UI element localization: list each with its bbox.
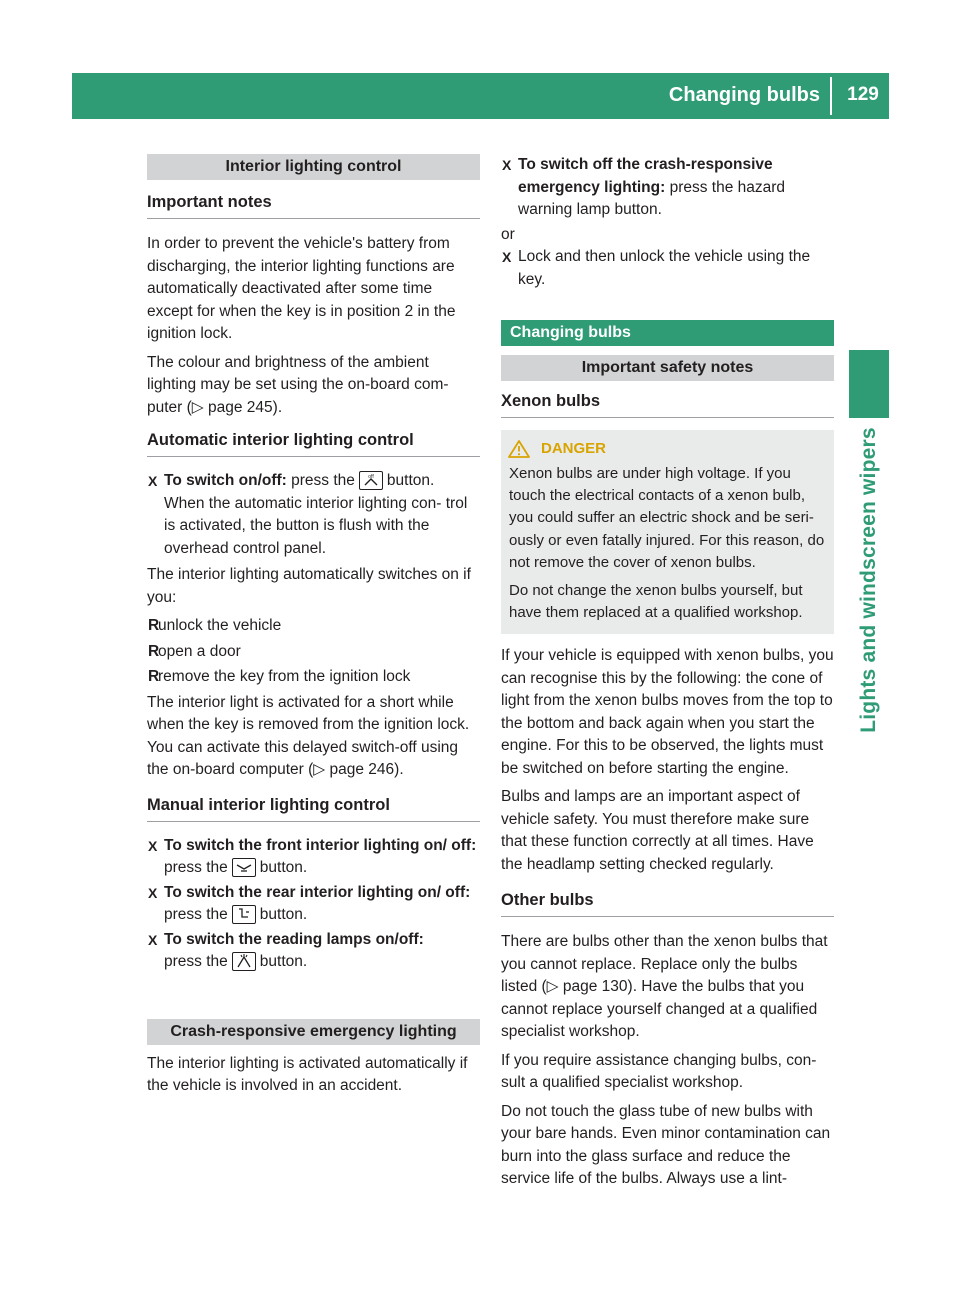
bullet-marker: R — [148, 617, 160, 634]
bullet-marker: R — [148, 668, 160, 685]
step-crash-off — [501, 154, 834, 222]
paragraph-battery: In order to prevent the vehicle's battery from discharging, the interior lighting functions are automatically deactivated after some time except for when the key is in position 2 in the ignition lock. — [147, 235, 456, 342]
step-text: press the hazard warning lamp button. — [518, 178, 786, 218]
step-label: To switch the rear interior lighting on/ off: — [164, 883, 471, 901]
subheading-xenon-bulbs: Xenon bulbs — [501, 390, 834, 418]
danger-notice — [501, 430, 834, 634]
subheading-manual-control: Manual interior lighting control — [147, 794, 480, 822]
step-label: To switch off the crash-responsive emergency lighting: — [518, 156, 773, 196]
section-heading-changing-bulbs: Changing bulbs — [501, 320, 834, 346]
step-text: button. — [259, 953, 308, 970]
step-marker: X — [502, 249, 512, 265]
list-item-text: open a door — [158, 642, 241, 660]
paragraph-other-bulbs: There are bulbs other than the xenon bulbs that you cannot replace. Replace only the bulbs listed (▷ page 130). Have the bulbs that you cannot replace yourself changed at a qualified specialist workshop. — [501, 933, 828, 1041]
step-label: To switch on/off: — [164, 472, 287, 489]
step-marker: X — [148, 931, 158, 948]
list-item-text: unlock the vehicle — [158, 617, 282, 634]
svg-text:off: off — [368, 474, 374, 480]
section-heading-safety-notes: Important safety notes — [501, 355, 834, 381]
list-item — [147, 666, 480, 689]
warning-triangle-icon — [507, 439, 531, 459]
list-item — [147, 641, 480, 664]
header-divider — [830, 77, 832, 115]
subheading-automatic-control: Automatic interior lighting control — [147, 429, 480, 457]
bullet-marker: R — [148, 642, 160, 660]
step-text: Lock and then unlock the vehicle using the key. — [518, 248, 811, 288]
step-label: To switch the front interior lighting on/ off: — [164, 836, 477, 854]
page-header — [72, 73, 889, 119]
step-text: press the — [164, 906, 228, 923]
left-column — [147, 154, 480, 1098]
step-marker: X — [148, 837, 158, 854]
or-separator: or — [501, 225, 515, 243]
list-item — [147, 615, 480, 638]
subheading-important-notes: Important notes — [147, 191, 480, 219]
page-number: 129 — [847, 84, 879, 105]
step-rear-light — [147, 882, 480, 927]
step-auto-switch — [147, 470, 480, 560]
step-text: button. — [259, 859, 308, 876]
step-reading-lamps — [147, 929, 480, 974]
paragraph-crash-lighting: The interior lighting is activated automatically if the vehicle is involved in an accident. — [147, 1054, 468, 1094]
paragraph-glass-tube: Do not touch the glass tube of new bulbs with your bare hands. Even minor contamination can burn into the glass surface and reduce the service life of the bulbs. Always use a lint- — [501, 1102, 831, 1188]
paragraph-bulb-safety: Bulbs and lamps are an important aspect of vehicle safety. You must therefore make sure that these function correctly at all times. Have the headlamp setting checked regularly. — [501, 788, 814, 873]
step-text: button. — [386, 472, 435, 489]
step-label: To switch the reading lamps on/off: — [164, 930, 424, 948]
paragraph-delayed-switch-off: The interior light is activated for a short while when the key is removed from the ignition lock. You can activate this delayed switch-off using the on-board computer (▷ page 246). — [147, 693, 470, 778]
paragraph-auto-switches: The interior lighting automatically switches on if you: — [147, 566, 471, 606]
danger-title — [507, 439, 826, 459]
step-marker: X — [148, 884, 158, 901]
rear-interior-light-icon — [232, 905, 256, 924]
step-marker: X — [148, 473, 158, 489]
danger-paragraph: Do not change the xenon bulbs yourself, but have them replaced at a qualified workshop. — [509, 582, 803, 622]
step-text: press the — [164, 953, 228, 970]
step-marker: X — [502, 157, 512, 173]
side-tab — [849, 420, 889, 740]
step-lock-unlock — [501, 246, 834, 291]
step-front-light — [147, 835, 480, 880]
step-continuation: When the automatic interior lighting con- trol is activated, the button is flush with the overhead control panel. — [164, 494, 468, 557]
section-heading-interior-lighting: Interior lighting control — [147, 154, 480, 180]
section-heading-crash-lighting: Crash-responsive emergency lighting — [147, 1019, 480, 1045]
subheading-other-bulbs: Other bulbs — [501, 889, 834, 917]
side-tab-label: Lights and windscreen wipers — [856, 427, 880, 733]
side-tab-marker — [849, 350, 889, 418]
danger-paragraph: Xenon bulbs are under high voltage. If you touch the electrical contacts of a xenon bulb, you could suffer an electric shock and be seri- ously or even fatally injured. For this reason, do not remove the cover of xenon bulbs. — [509, 465, 825, 571]
paragraph-assistance: If you require assistance changing bulbs, con- sult a qualified specialist workshop. — [501, 1051, 817, 1092]
auto-interior-light-icon — [359, 471, 383, 490]
danger-label: DANGER — [541, 440, 607, 457]
reading-lamp-icon — [232, 952, 256, 971]
paragraph-ambient: The colour and brightness of the ambient lighting may be set using the on-board com- puter (▷ page 245). — [147, 353, 449, 416]
chapter-title: Changing bulbs — [668, 84, 820, 106]
step-text: press the — [286, 472, 355, 489]
right-column — [501, 154, 834, 1191]
step-text: press the — [164, 859, 228, 876]
paragraph-xenon-recognise: If your vehicle is equipped with xenon bulbs, you can recognise this by the following: the cone of light from the xenon bulbs moves from the top to the bottom and back again when you start the engine. For this to be observed, the lights must be switched on before starting the engine. — [501, 647, 834, 777]
step-text: button. — [259, 906, 308, 923]
front-interior-light-icon — [232, 858, 256, 877]
list-item-text: remove the key from the ignition lock — [158, 668, 411, 685]
